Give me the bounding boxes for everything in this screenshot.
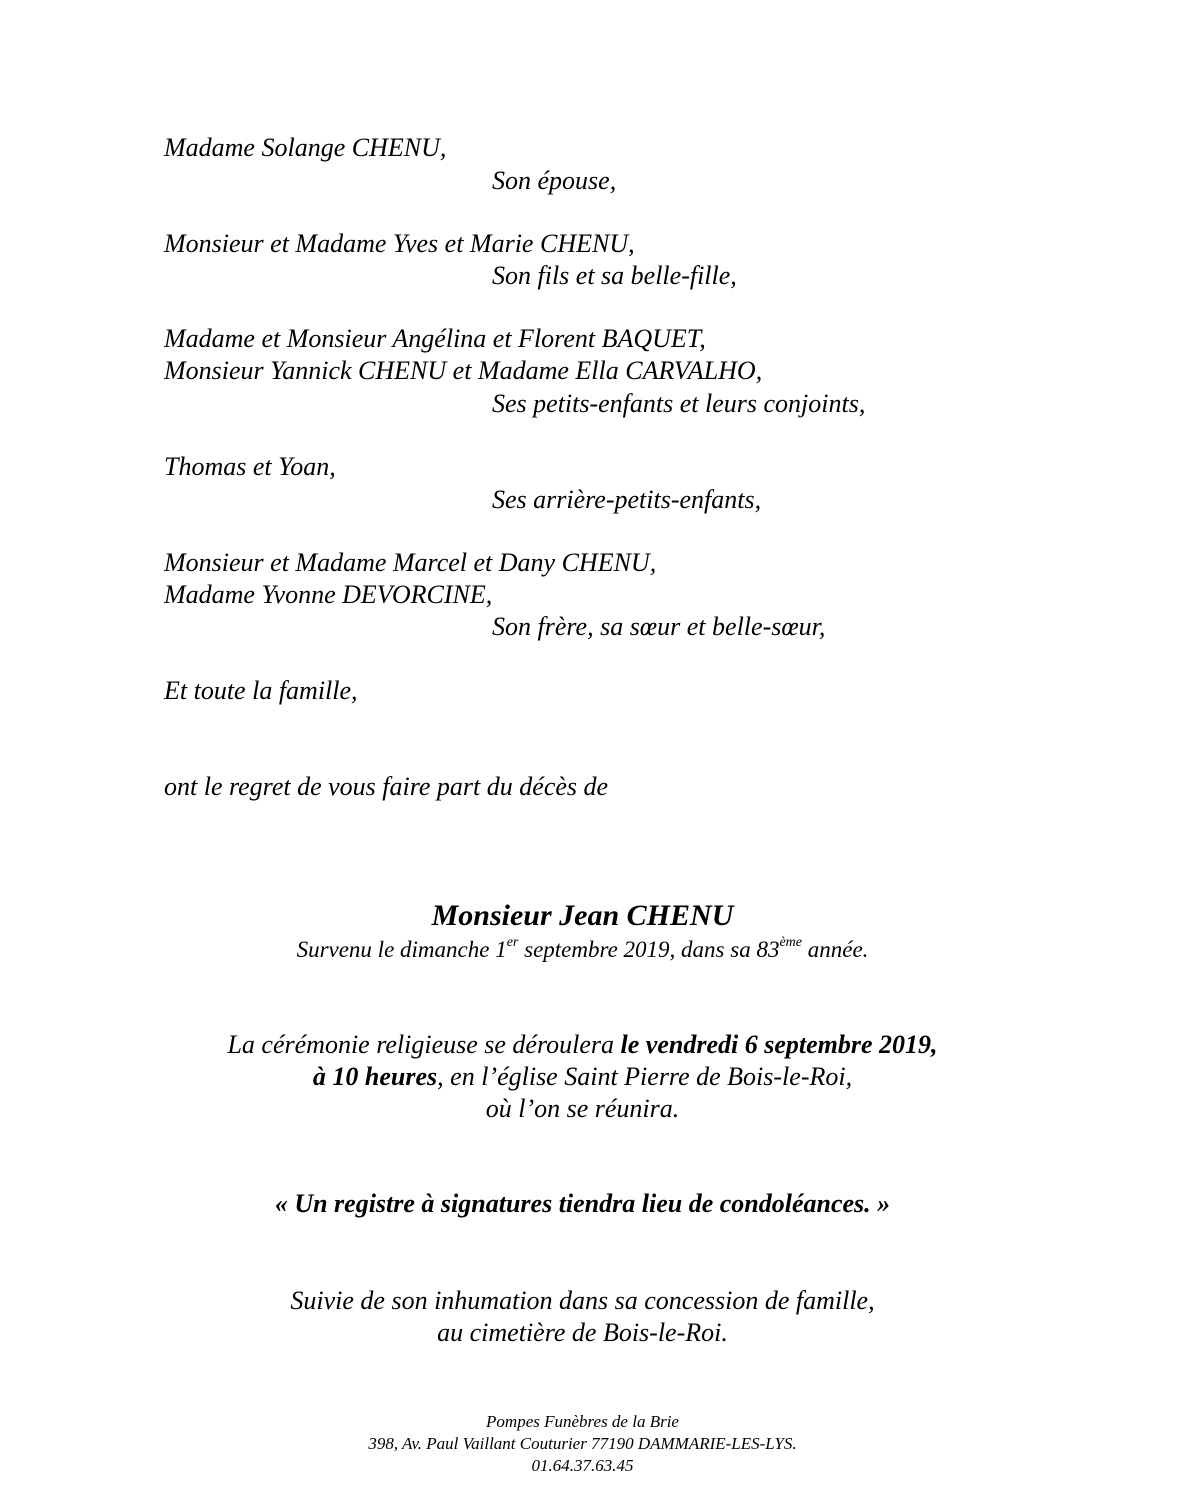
death-date-part-3: année.: [802, 937, 869, 962]
family-line-wife: Madame Solange CHENU,: [164, 133, 447, 162]
ceremony-time: à 10 heures: [312, 1062, 438, 1091]
ceremony-line-1: [0, 1029, 1165, 1061]
footer-address: 398, Av. Paul Vaillant Couturier 77190 DAMMARIE-LES-LYS.: [368, 1434, 797, 1453]
relation-great-grandchildren: Ses arrière-petits-enfants,: [492, 485, 762, 514]
relation-son: Son fils et sa belle-fille,: [492, 261, 737, 290]
death-date-sup-2: ème: [779, 935, 802, 951]
family-line-sibling-2: Madame Yvonne DEVORCINE,: [164, 580, 493, 609]
relation-siblings: Son frère, sa sœur et belle-sœur,: [492, 612, 826, 641]
relation-grandchildren: Ses petits-enfants et leurs conjoints,: [492, 389, 866, 418]
family-line-son: Monsieur et Madame Yves et Marie CHENU,: [164, 229, 635, 258]
burial-line-2: au cimetière de Bois-le-Roi.: [437, 1318, 728, 1347]
register-note: « Un registre à signatures tiendra lieu de condoléances. »: [274, 1189, 891, 1218]
family-line-all: Et toute la famille,: [164, 676, 358, 705]
ceremony-place: , en l’église Saint Pierre de Bois-le-Roi,: [437, 1062, 853, 1091]
ceremony-intro: La cérémonie religieuse se déroulera: [227, 1030, 621, 1059]
announcement-text: ont le regret de vous faire part du décès de: [164, 772, 609, 801]
death-date-part-1: Survenu le dimanche 1: [296, 937, 507, 962]
death-date-part-2: septembre 2019, dans sa 83: [518, 937, 780, 962]
death-date-sup-1: er: [506, 935, 519, 951]
family-line-great-grandchildren: Thomas et Yoan,: [164, 452, 336, 481]
family-line-sibling-1: Monsieur et Madame Marcel et Dany CHENU,: [164, 548, 657, 577]
family-line-grandchild-1: Madame et Monsieur Angélina et Florent BAQUET,: [164, 324, 706, 353]
relation-wife: Son épouse,: [492, 166, 617, 195]
family-line-grandchild-2: Monsieur Yannick CHENU et Madame Ella CARVALHO,: [164, 356, 763, 385]
death-date-line: [0, 935, 1165, 965]
burial-line-1: Suivie de son inhumation dans sa concession de famille,: [290, 1286, 875, 1315]
deceased-name: Monsieur Jean CHENU: [431, 899, 734, 932]
footer-phone: 01.64.37.63.45: [531, 1456, 634, 1475]
ceremony-line-3: où l’on se réunira.: [485, 1094, 680, 1123]
footer-company: Pompes Funèbres de la Brie: [486, 1412, 679, 1431]
ceremony-line-2: [0, 1061, 1165, 1093]
ceremony-date: le vendredi 6 septembre 2019,: [620, 1030, 938, 1059]
